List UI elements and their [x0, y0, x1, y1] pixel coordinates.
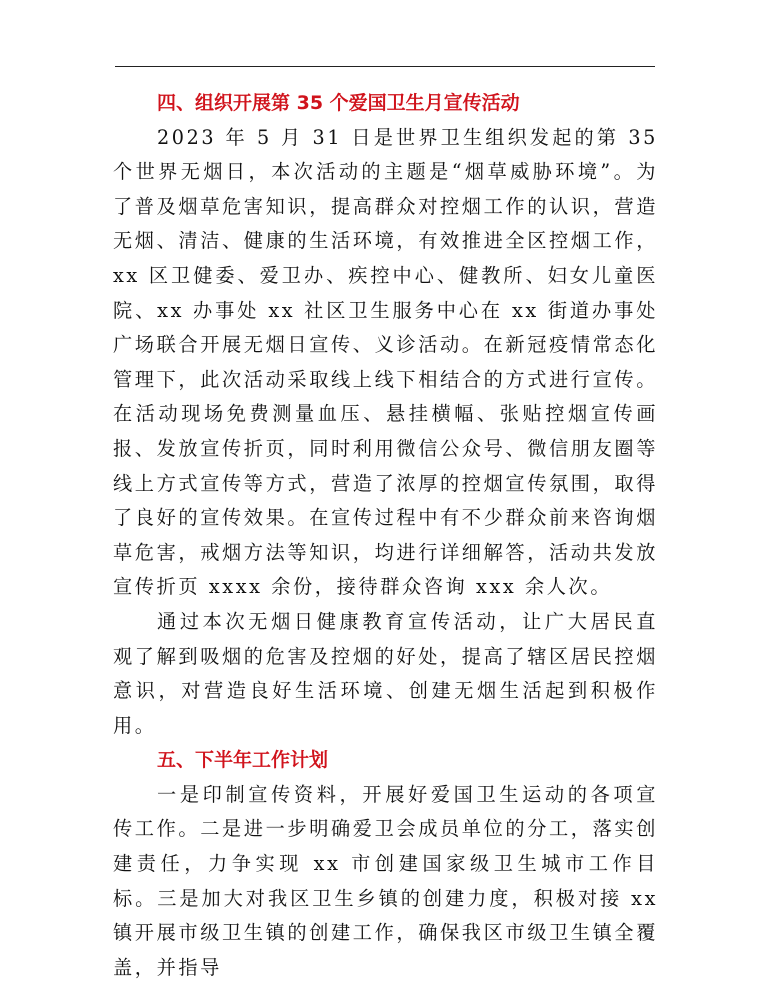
document-page — [113, 86, 658, 985]
section-heading-5: 五、下半年工作计划 — [157, 749, 329, 772]
body-paragraph: 一是印制宣传资料，开展好爱国卫生运动的各项宣传工作。二是进一步明确爱卫会成员单位的分工，落实创建责任，力争实现 xx 市创建国家级卫生城市工作目标。三是加大对我区卫生乡镇的创建力度，积极对接 xx 镇开展市级卫生镇的创建工作，确保我区市级卫生镇全覆盖，并指导 — [113, 782, 658, 979]
section-heading-4: 四、组织开展第 35 个爱国卫生月宣传活动 — [157, 92, 520, 114]
body-paragraph: 2023 年 5 月 31 日是世界卫生组织发起的第 35 个世界无烟日，本次活动的主题是“烟草威胁环境”。为了普及烟草危害知识，提高群众对控烟工作的认识，营造无烟、清洁、健康的生活环境，有效推进全区控烟工作，xx 区卫健委、爱卫办、疾控中心、健教所、妇女儿童医院、xx 办事处 xx 社区卫生服务中心在 xx 街道办事处广场联合开展无烟日宣传、义诊活动。在新冠疫情常态化管理下，此次活动采取线上线下相结合的方式进行宣传。在活动现场免费测量血压、悬挂横幅、张贴控烟宣传画报、发放宣传折页，同时利用微信公众号、微信朋友圈等线上方式宣传等方式，营造了浓厚的控烟宣传氛围，取得了良好的宣传效果。在宣传过程中有不少群众前来咨询烟草危害，戒烟方法等知识，均进行详细解答，活动共发放宣传折页 xxxx 余份，接待群众咨询 xxx 余人次。 — [113, 125, 658, 599]
header-rule — [115, 66, 655, 67]
body-paragraph: 通过本次无烟日健康教育宣传活动，让广大居民直观了解到吸烟的危害及控烟的好处，提高了辖区居民控烟意识，对营造良好生活环境、创建无烟生活起到积极作用。 — [113, 609, 658, 737]
